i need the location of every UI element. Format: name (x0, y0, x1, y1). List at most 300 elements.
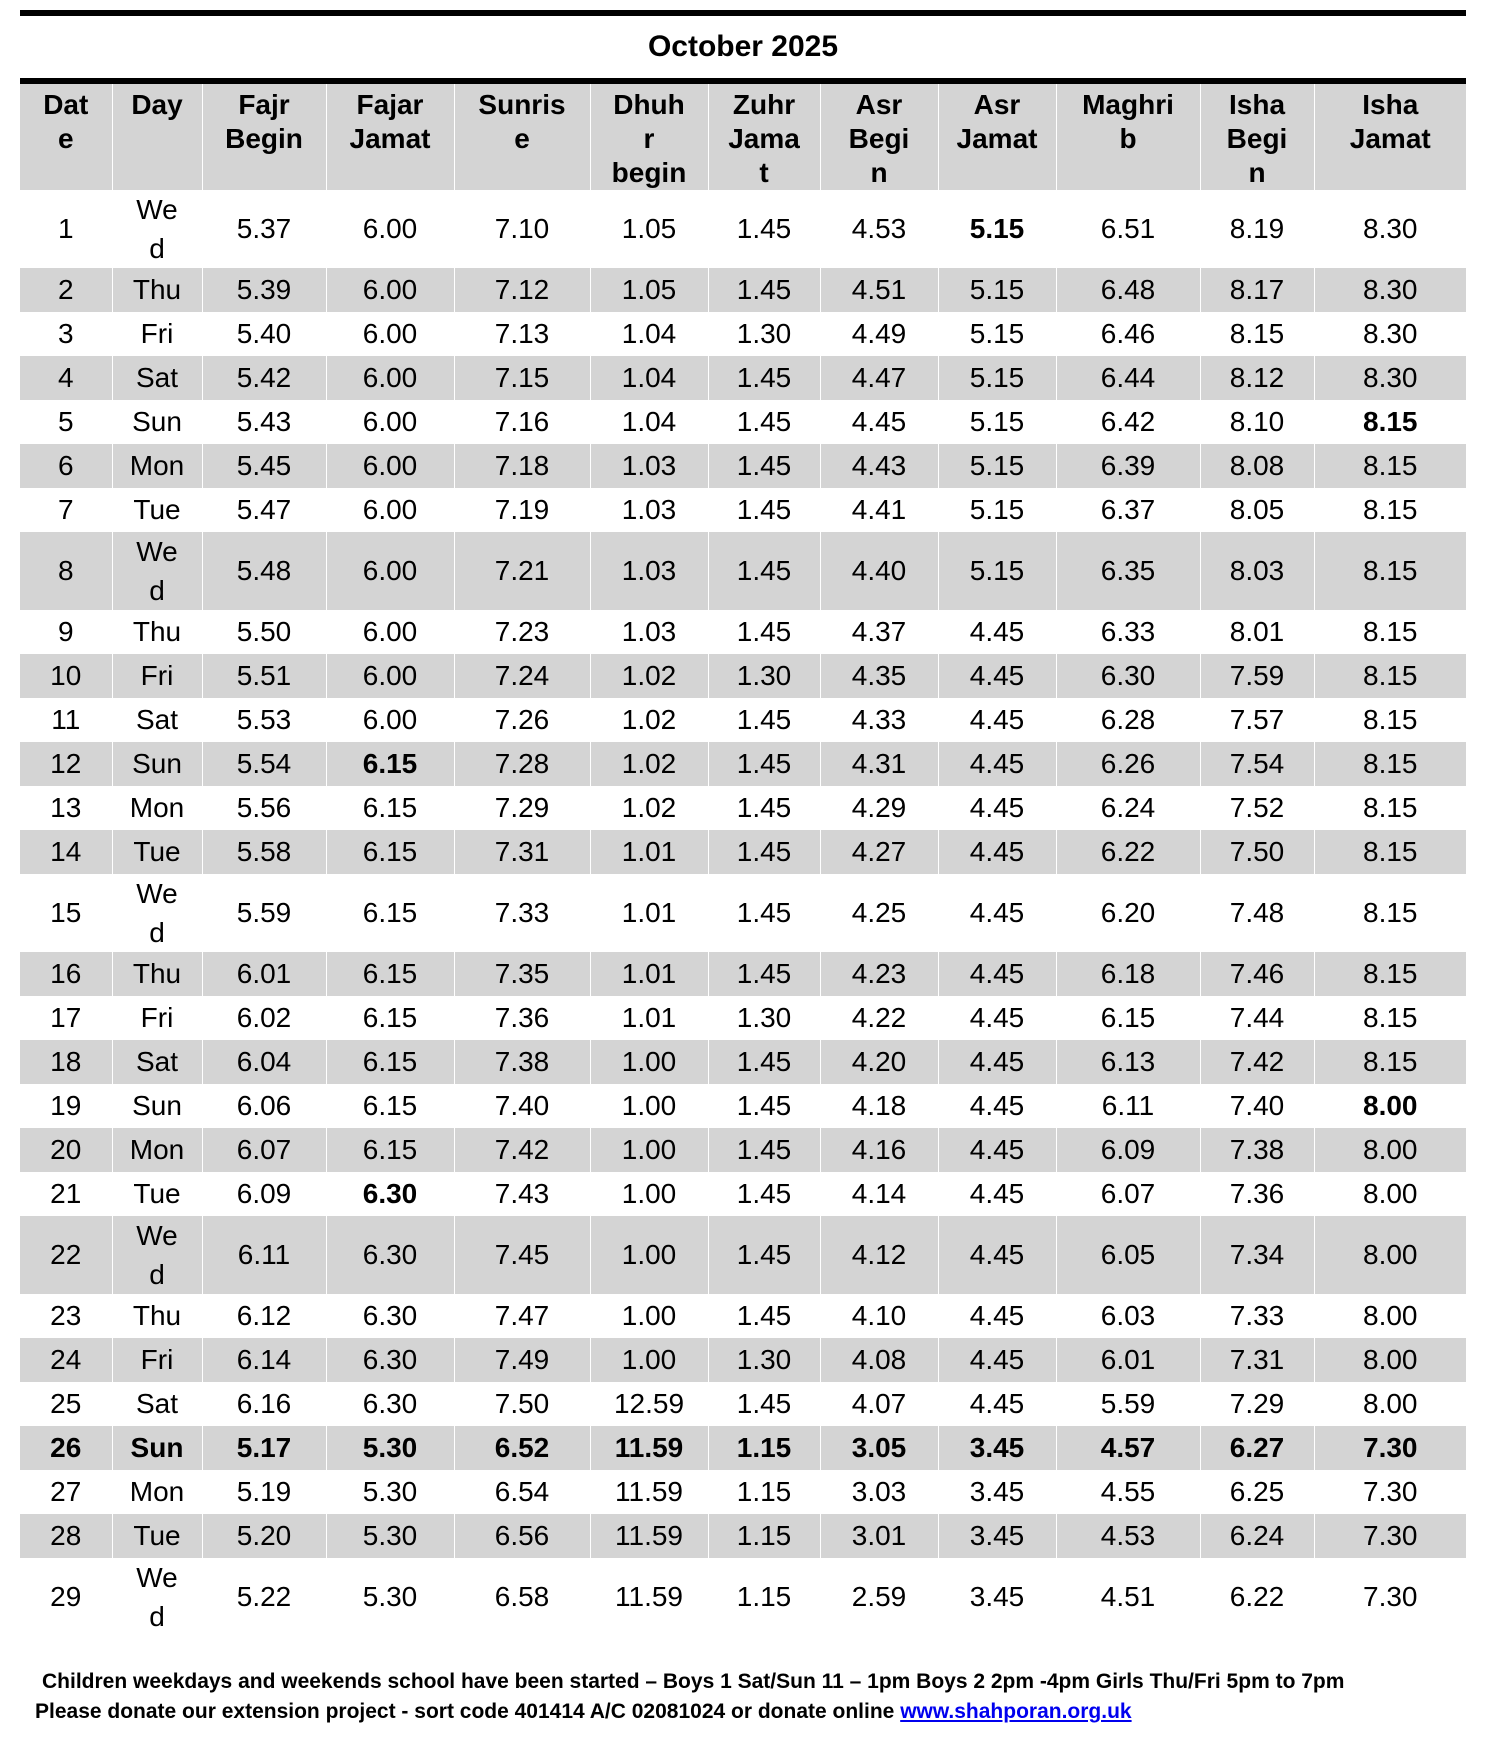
cell-maghrib: 6.42 (1056, 400, 1200, 444)
cell-isha-jamat: 8.15 (1314, 830, 1466, 874)
cell-fajr: 6.09 (202, 1172, 326, 1216)
cell-fajr: 6.16 (202, 1382, 326, 1426)
cell-fajar-jamat: 6.15 (326, 1040, 454, 1084)
cell-dhuhr: 1.02 (590, 786, 708, 830)
cell-date: 27 (50, 1476, 82, 1507)
cell-isha-begin: 7.52 (1200, 786, 1314, 830)
cell-day: Mon (112, 1470, 202, 1514)
cell-sunrise: 7.42 (454, 1128, 590, 1172)
cell-asr-begin: 4.33 (820, 698, 938, 742)
cell-fajr: 6.06 (202, 1084, 326, 1128)
cell-sunrise: 7.24 (454, 654, 590, 698)
cell-asr-jamat: 4.45 (938, 1382, 1056, 1426)
cell-asr-begin: 4.27 (820, 830, 938, 874)
cell-maghrib: 6.11 (1056, 1084, 1200, 1128)
cell-dhuhr: 12.59 (590, 1382, 708, 1426)
cell-isha-begin: 7.42 (1200, 1040, 1314, 1084)
header-text: Jama (728, 123, 800, 154)
table-row (20, 1338, 1466, 1382)
cell-fajar-jamat: 6.00 (326, 532, 454, 610)
cell-zuhr-jamat: 1.45 (708, 1216, 820, 1294)
table-row (20, 1040, 1466, 1084)
cell-isha-jamat: 8.15 (1314, 488, 1466, 532)
cell-isha-jamat: 8.30 (1314, 312, 1466, 356)
cell-date: 22 (20, 1216, 112, 1294)
table-row (20, 1470, 1466, 1514)
cell-asr-jamat: 5.15 (938, 190, 1056, 268)
cell-sunrise: 7.36 (454, 996, 590, 1040)
cell-isha-jamat: 8.15 (1314, 742, 1466, 786)
cell-sunrise: 7.45 (454, 1216, 590, 1294)
cell-isha-jamat: 8.15 (1314, 654, 1466, 698)
cell-sunrise: 6.54 (454, 1470, 590, 1514)
cell-asr-begin: 2.59 (820, 1558, 938, 1636)
cell-date: 18 (20, 1040, 112, 1084)
cell-asr-jamat: 5.15 (938, 312, 1056, 356)
cell-isha-jamat: 8.00 (1314, 1338, 1466, 1382)
cell-fajr: 5.51 (202, 654, 326, 698)
cell-fajr: 5.22 (202, 1558, 326, 1636)
website-link[interactable]: www.shahporan.org.uk (900, 1700, 1132, 1723)
cell-date: 5 (57, 406, 74, 437)
header-text: Isha (1228, 89, 1286, 120)
cell-date: 19 (50, 1090, 82, 1121)
cell-asr-jamat: 4.45 (938, 830, 1056, 874)
table-row (20, 1084, 1466, 1128)
cell-maghrib: 6.28 (1056, 698, 1200, 742)
cell-dhuhr: 1.02 (590, 654, 708, 698)
cell-fajar-jamat: 6.30 (326, 1216, 454, 1294)
cell-sunrise: 7.23 (454, 610, 590, 654)
cell-sunrise: 7.31 (454, 830, 590, 874)
cell-asr-begin: 4.16 (820, 1128, 938, 1172)
cell-sunrise: 7.21 (454, 532, 590, 610)
header-text: Asr (855, 89, 903, 120)
cell-dhuhr: 11.59 (590, 1470, 708, 1514)
cell-isha-begin: 7.54 (1200, 742, 1314, 786)
cell-fajr: 5.20 (202, 1514, 326, 1558)
header-text: Fajar (356, 89, 424, 120)
cell-sunrise: 7.38 (454, 1040, 590, 1084)
cell-asr-begin: 4.31 (820, 742, 938, 786)
cell-fajar-jamat: 6.00 (326, 268, 454, 312)
cell-dhuhr: 1.03 (590, 488, 708, 532)
cell-isha-begin: 7.48 (1200, 874, 1314, 952)
cell-fajar-jamat: 6.15 (326, 996, 454, 1040)
header-dhuhr (590, 84, 708, 190)
cell-sunrise: 7.10 (454, 190, 590, 268)
cell-asr-jamat: 4.45 (938, 1216, 1056, 1294)
table-row (20, 1172, 1466, 1216)
cell-day: Sun (112, 400, 202, 444)
cell-zuhr-jamat: 1.30 (708, 654, 820, 698)
cell-maghrib: 6.05 (1056, 1216, 1200, 1294)
cell-zuhr-jamat: 1.30 (708, 312, 820, 356)
cell-isha-begin: 7.40 (1200, 1084, 1314, 1128)
cell-maghrib: 6.46 (1056, 312, 1200, 356)
cell-dhuhr: 1.01 (590, 952, 708, 996)
header-asr-jamat (938, 84, 1056, 190)
cell-isha-jamat: 8.15 (1314, 444, 1466, 488)
cell-sunrise: 6.58 (454, 1558, 590, 1636)
cell-day: Sat (112, 698, 202, 742)
cell-dhuhr: 11.59 (590, 1426, 708, 1470)
cell-isha-begin: 7.50 (1200, 830, 1314, 874)
cell-dhuhr: 1.02 (590, 742, 708, 786)
cell-asr-jamat: 4.45 (938, 1128, 1056, 1172)
cell-fajar-jamat: 5.30 (326, 1426, 454, 1470)
cell-asr-jamat: 5.15 (938, 356, 1056, 400)
cell-day (112, 532, 202, 610)
cell-sunrise: 7.28 (454, 742, 590, 786)
cell-day: Sun (112, 1084, 202, 1128)
header-text: n (1248, 157, 1266, 188)
donation-text: Please donate our extension project - sort code 401414 A/C 02081024 or donate online (35, 1700, 901, 1723)
cell-maghrib: 6.24 (1056, 786, 1200, 830)
cell-fajr: 6.12 (202, 1294, 326, 1338)
cell-asr-begin: 4.45 (820, 400, 938, 444)
cell-asr-begin: 4.51 (820, 268, 938, 312)
cell-asr-begin: 4.41 (820, 488, 938, 532)
cell-dhuhr: 1.04 (590, 400, 708, 444)
cell-dhuhr: 1.00 (590, 1338, 708, 1382)
cell-isha-begin: 7.31 (1200, 1338, 1314, 1382)
cell-isha-begin: 7.33 (1200, 1294, 1314, 1338)
cell-maghrib: 6.13 (1056, 1040, 1200, 1084)
cell-dhuhr: 1.00 (590, 1084, 708, 1128)
cell-fajar-jamat: 6.30 (326, 1294, 454, 1338)
cell-isha-jamat: 8.00 (1314, 1172, 1466, 1216)
day-text: d (149, 917, 165, 948)
cell-dhuhr: 1.00 (590, 1172, 708, 1216)
cell-zuhr-jamat: 1.30 (708, 1338, 820, 1382)
cell-isha-begin: 6.27 (1200, 1426, 1314, 1470)
cell-isha-jamat: 7.30 (1314, 1514, 1466, 1558)
day-text: d (149, 1601, 165, 1632)
cell-zuhr-jamat: 1.15 (708, 1426, 820, 1470)
cell-date: 24 (20, 1338, 112, 1382)
cell-asr-begin: 4.43 (820, 444, 938, 488)
cell-isha-jamat: 8.30 (1314, 268, 1466, 312)
cell-asr-jamat: 4.45 (938, 1338, 1056, 1382)
table-row (20, 698, 1466, 742)
cell-isha-begin: 7.38 (1200, 1128, 1314, 1172)
cell-isha-jamat: 8.15 (1314, 1040, 1466, 1084)
cell-zuhr-jamat: 1.45 (708, 400, 820, 444)
cell-isha-jamat: 8.15 (1314, 698, 1466, 742)
cell-dhuhr: 1.04 (590, 312, 708, 356)
cell-dhuhr: 1.05 (590, 190, 708, 268)
cell-zuhr-jamat: 1.45 (708, 830, 820, 874)
header-text: Asr (973, 89, 1021, 120)
cell-day (112, 1558, 202, 1636)
cell-asr-begin: 4.10 (820, 1294, 938, 1338)
table-row (20, 830, 1466, 874)
cell-zuhr-jamat: 1.45 (708, 356, 820, 400)
cell-fajar-jamat: 6.15 (326, 830, 454, 874)
cell-date: 28 (20, 1514, 112, 1558)
cell-asr-begin: 4.20 (820, 1040, 938, 1084)
cell-isha-begin: 8.01 (1200, 610, 1314, 654)
cell-asr-jamat: 4.45 (938, 1294, 1056, 1338)
cell-asr-begin: 4.37 (820, 610, 938, 654)
cell-sunrise: 7.15 (454, 356, 590, 400)
cell-asr-jamat: 4.45 (938, 786, 1056, 830)
cell-maghrib: 6.44 (1056, 356, 1200, 400)
cell-isha-begin: 8.15 (1200, 312, 1314, 356)
cell-date: 25 (50, 1388, 82, 1419)
day-text: We (136, 194, 178, 225)
cell-fajr: 5.48 (202, 532, 326, 610)
header-text: Day (131, 89, 183, 120)
cell-fajar-jamat: 6.15 (326, 1084, 454, 1128)
cell-dhuhr: 1.00 (590, 1040, 708, 1084)
cell-fajar-jamat: 6.15 (326, 1128, 454, 1172)
table-row (20, 1294, 1466, 1338)
cell-fajr: 6.14 (202, 1338, 326, 1382)
cell-asr-jamat: 4.45 (938, 1172, 1056, 1216)
cell-zuhr-jamat: 1.45 (708, 952, 820, 996)
cell-date: 12 (20, 742, 112, 786)
cell-day: Fri (112, 1338, 202, 1382)
cell-zuhr-jamat: 1.45 (708, 698, 820, 742)
cell-fajr: 5.59 (202, 874, 326, 952)
cell-fajar-jamat: 6.15 (326, 874, 454, 952)
cell-asr-jamat: 3.45 (938, 1470, 1056, 1514)
cell-isha-begin: 7.29 (1200, 1382, 1314, 1426)
table-body (20, 190, 1466, 1636)
cell-isha-begin: 8.19 (1200, 190, 1314, 268)
cell-dhuhr: 1.02 (590, 698, 708, 742)
cell-dhuhr: 1.03 (590, 532, 708, 610)
cell-maghrib: 6.22 (1056, 830, 1200, 874)
cell-date: 17 (50, 1002, 82, 1033)
cell-isha-jamat: 8.30 (1314, 356, 1466, 400)
cell-asr-jamat: 3.45 (938, 1558, 1056, 1636)
table-row (20, 190, 1466, 268)
cell-day: Sat (112, 356, 202, 400)
cell-asr-jamat: 4.45 (938, 874, 1056, 952)
cell-day: Mon (112, 1128, 202, 1172)
cell-day: Tue (112, 830, 202, 874)
cell-fajar-jamat: 6.30 (326, 1382, 454, 1426)
cell-day: Fri (112, 654, 202, 698)
cell-maghrib: 4.53 (1056, 1514, 1200, 1558)
cell-fajr: 5.43 (202, 400, 326, 444)
header-text: e (57, 123, 74, 154)
cell-asr-jamat: 4.45 (938, 952, 1056, 996)
cell-date: 13 (50, 792, 82, 823)
table-row (20, 356, 1466, 400)
cell-asr-jamat: 5.15 (938, 268, 1056, 312)
cell-dhuhr: 11.59 (590, 1514, 708, 1558)
cell-dhuhr: 1.04 (590, 356, 708, 400)
cell-maghrib: 6.37 (1056, 488, 1200, 532)
cell-maghrib: 6.15 (1056, 996, 1200, 1040)
day-text: d (149, 233, 165, 264)
cell-maghrib: 6.48 (1056, 268, 1200, 312)
cell-isha-begin: 7.34 (1200, 1216, 1314, 1294)
cell-day: Thu (112, 1294, 202, 1338)
cell-asr-begin: 4.53 (820, 190, 938, 268)
cell-fajr: 5.54 (202, 742, 326, 786)
cell-maghrib: 4.55 (1056, 1470, 1200, 1514)
cell-isha-begin: 8.10 (1200, 400, 1314, 444)
cell-dhuhr: 1.03 (590, 610, 708, 654)
cell-date: 7 (57, 494, 74, 525)
cell-date: 20 (20, 1128, 112, 1172)
cell-asr-begin: 4.25 (820, 874, 938, 952)
cell-isha-begin: 7.36 (1200, 1172, 1314, 1216)
cell-maghrib: 6.26 (1056, 742, 1200, 786)
header-asr-begin (820, 84, 938, 190)
cell-fajr: 5.40 (202, 312, 326, 356)
cell-maghrib: 6.01 (1056, 1338, 1200, 1382)
cell-zuhr-jamat: 1.45 (708, 1040, 820, 1084)
cell-zuhr-jamat: 1.45 (708, 1084, 820, 1128)
cell-zuhr-jamat: 1.45 (708, 786, 820, 830)
cell-maghrib: 6.09 (1056, 1128, 1200, 1172)
cell-date: 23 (50, 1300, 82, 1331)
cell-day: Sat (112, 1040, 202, 1084)
cell-maghrib: 6.30 (1056, 654, 1200, 698)
cell-asr-begin: 4.08 (820, 1338, 938, 1382)
cell-day: Fri (112, 312, 202, 356)
header-text: Sunris (478, 89, 566, 120)
cell-zuhr-jamat: 1.45 (708, 874, 820, 952)
cell-maghrib: 6.35 (1056, 532, 1200, 610)
cell-fajr: 5.17 (202, 1426, 326, 1470)
cell-sunrise: 6.52 (454, 1426, 590, 1470)
table-row (20, 874, 1466, 952)
cell-asr-begin: 4.47 (820, 356, 938, 400)
day-text: d (149, 575, 165, 606)
cell-fajar-jamat: 6.30 (326, 1338, 454, 1382)
cell-fajr: 5.42 (202, 356, 326, 400)
cell-sunrise: 7.47 (454, 1294, 590, 1338)
cell-isha-begin: 6.25 (1200, 1470, 1314, 1514)
cell-fajar-jamat: 6.00 (326, 610, 454, 654)
cell-zuhr-jamat: 1.45 (708, 444, 820, 488)
table-row (20, 444, 1466, 488)
cell-zuhr-jamat: 1.45 (708, 742, 820, 786)
cell-asr-begin: 4.49 (820, 312, 938, 356)
cell-isha-begin: 8.05 (1200, 488, 1314, 532)
cell-day (112, 1216, 202, 1294)
cell-sunrise: 7.18 (454, 444, 590, 488)
cell-zuhr-jamat: 1.15 (708, 1470, 820, 1514)
cell-zuhr-jamat: 1.45 (708, 610, 820, 654)
cell-zuhr-jamat: 1.45 (708, 488, 820, 532)
cell-isha-begin: 7.44 (1200, 996, 1314, 1040)
cell-maghrib: 4.51 (1056, 1558, 1200, 1636)
cell-date: 6 (20, 444, 112, 488)
cell-asr-jamat: 4.45 (938, 1084, 1056, 1128)
cell-fajar-jamat: 6.15 (326, 786, 454, 830)
cell-dhuhr: 1.03 (590, 444, 708, 488)
cell-asr-begin: 4.14 (820, 1172, 938, 1216)
table-row (20, 742, 1466, 786)
cell-fajar-jamat: 5.30 (326, 1558, 454, 1636)
cell-sunrise: 7.33 (454, 874, 590, 952)
header-date (20, 84, 112, 190)
cell-asr-begin: 3.05 (820, 1426, 938, 1470)
cell-asr-begin: 4.07 (820, 1382, 938, 1426)
table-row (20, 488, 1466, 532)
donation-notice (35, 1700, 1486, 1724)
table-row (20, 312, 1466, 356)
cell-asr-jamat: 4.45 (938, 698, 1056, 742)
cell-day: Thu (112, 952, 202, 996)
cell-fajar-jamat: 6.30 (326, 1172, 454, 1216)
cell-sunrise: 7.16 (454, 400, 590, 444)
cell-fajr: 6.07 (202, 1128, 326, 1172)
header-zuhr-jamat (708, 84, 820, 190)
cell-asr-jamat: 5.15 (938, 400, 1056, 444)
cell-maghrib: 6.33 (1056, 610, 1200, 654)
cell-isha-jamat: 8.15 (1314, 610, 1466, 654)
cell-asr-begin: 4.40 (820, 532, 938, 610)
cell-day: Sat (112, 1382, 202, 1426)
cell-isha-jamat: 8.00 (1314, 1382, 1466, 1426)
header-text: b (1119, 123, 1137, 154)
cell-sunrise: 7.40 (454, 1084, 590, 1128)
header-text: Dhuh (613, 89, 685, 120)
header-text: Begi (1226, 123, 1288, 154)
cell-date: 8 (20, 532, 112, 610)
prayer-timetable (20, 84, 1466, 1636)
cell-day: Thu (112, 268, 202, 312)
table-row (20, 952, 1466, 996)
cell-isha-jamat: 8.00 (1314, 1128, 1466, 1172)
header-text: r (643, 123, 655, 154)
header-text: Maghri (1082, 89, 1174, 120)
cell-asr-jamat: 5.15 (938, 532, 1056, 610)
cell-sunrise: 6.56 (454, 1514, 590, 1558)
cell-date: 2 (20, 268, 112, 312)
cell-asr-jamat: 5.15 (938, 488, 1056, 532)
table-row (20, 1514, 1466, 1558)
cell-zuhr-jamat: 1.45 (708, 190, 820, 268)
cell-day: Mon (112, 444, 202, 488)
cell-fajar-jamat: 6.15 (326, 742, 454, 786)
cell-fajr: 6.04 (202, 1040, 326, 1084)
cell-fajar-jamat: 6.00 (326, 444, 454, 488)
table-row (20, 532, 1466, 610)
cell-isha-jamat: 8.15 (1314, 874, 1466, 952)
cell-isha-jamat: 7.30 (1314, 1558, 1466, 1636)
cell-isha-jamat: 8.00 (1314, 1294, 1466, 1338)
table-row (20, 400, 1466, 444)
cell-asr-begin: 4.18 (820, 1084, 938, 1128)
cell-zuhr-jamat: 1.45 (708, 1128, 820, 1172)
cell-isha-jamat: 8.15 (1314, 400, 1466, 444)
header-text: Begin (225, 123, 303, 154)
cell-fajr: 5.50 (202, 610, 326, 654)
cell-zuhr-jamat: 1.45 (708, 532, 820, 610)
header-text: Fajr (238, 89, 290, 120)
cell-fajr: 6.02 (202, 996, 326, 1040)
cell-fajar-jamat: 6.15 (326, 952, 454, 996)
cell-zuhr-jamat: 1.45 (708, 1172, 820, 1216)
cell-isha-begin: 7.46 (1200, 952, 1314, 996)
header-text: Jamat (349, 123, 431, 154)
cell-date: 10 (20, 654, 112, 698)
cell-fajar-jamat: 6.00 (326, 356, 454, 400)
cell-fajr: 5.39 (202, 268, 326, 312)
cell-fajr: 6.11 (202, 1216, 326, 1294)
cell-isha-begin: 6.22 (1200, 1558, 1314, 1636)
